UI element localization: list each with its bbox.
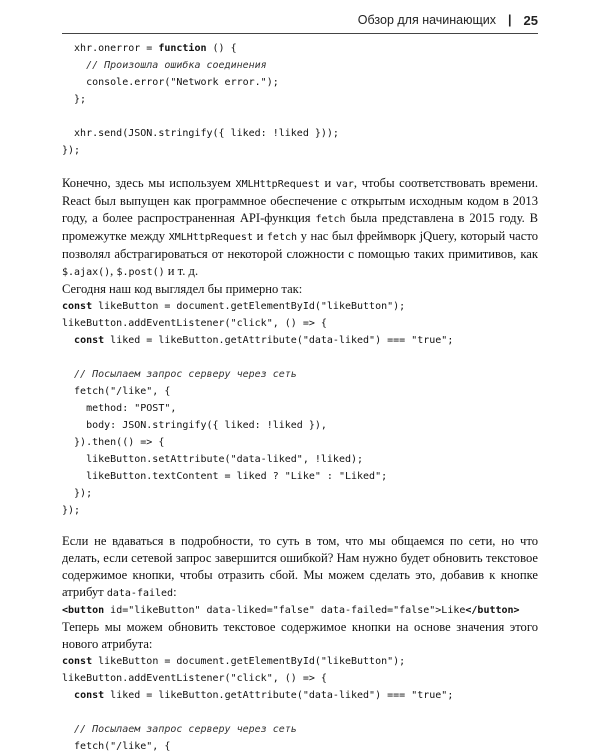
- code-block-fetch-repeat: const likeButton = document.getElementById("likeButton"); likeButton.addEventListener("click", () => { const liked = likeButton.getAttribute("data-liked") === "true"; // Посылаем запрос серверу через сеть fetch("/like", {: [62, 656, 454, 752]
- inline-code: fetch: [315, 214, 346, 225]
- code-comment: // Посылаем запрос серверу через сеть: [62, 369, 297, 380]
- paragraph-failure: Если не вдаваться в подробности, то суть в том, что мы общаемся по сети, но что делать, если сетевой запрос завершится ошибкой? Нам нужно будет обновить текстовое содержимое кнопки, чтобы отразить сбой. Мы можем сделать это, добавив к кнопке атрибут data-failed:: [62, 534, 538, 599]
- code-line-button-markup: <button id="likeButton" data-liked="false" data-failed="false">Like</button>: [62, 605, 520, 616]
- code-block-fetch: const likeButton = document.getElementById("likeButton"); likeButton.addEventListener("click", () => { const liked = likeButton.getAttribute("data-liked") === "true"; // Посылаем запрос серверу через сеть fetch("/like", { method: "POST", body: JSON.stringify({ liked: !liked }), }).then(() => { likeButton.setAttribute("data-liked", !liked); likeButton.textContent = liked ? "Like" : "Liked"; }); });: [62, 301, 454, 516]
- header-separator: |: [508, 13, 512, 27]
- paragraph-history: Конечно, здесь мы используем XMLHttpRequest и var, чтобы соответствовать времени. React был выпущен как программное обеспечение с открытым исходным кодом в 2013 году, а более распространенная API-функция fetch была представлена в 2015 году. В промежутке между XMLHttpRequest и fetch у нас был фреймворк jQuery, который часто позволял абстрагироваться от некоторой сложности с помощью таких примитивов, как $.ajax(), $.post() и т. д.: [62, 176, 538, 278]
- code-comment: // Произошла ошибка соединения: [62, 60, 267, 71]
- inline-code: XMLHttpRequest: [235, 179, 320, 190]
- header-rule: [62, 33, 538, 34]
- inline-code: $.ajax(): [62, 267, 111, 278]
- code-comment: // Посылаем запрос серверу через сеть: [62, 724, 297, 735]
- section-title: Обзор для начинающих: [357, 13, 497, 27]
- page-content: [62, 40, 538, 755]
- page-number: 25: [523, 12, 538, 28]
- paragraph-today: Сегодня наш код выглядел бы примерно так:: [62, 282, 303, 296]
- paragraph-update: Теперь мы можем обновить текстовое содержимое кнопки на основе значения этого нового атрибута:: [62, 620, 538, 651]
- running-header: [358, 10, 538, 30]
- inline-code: $.post(): [116, 267, 165, 278]
- inline-code: XMLHttpRequest: [168, 232, 253, 243]
- inline-code: var: [335, 179, 354, 190]
- inline-code: data-failed: [106, 588, 174, 599]
- code-block-xhr: xhr.onerror = function () { // Произошла ошибка соединения console.error("Network error."); }; xhr.send(JSON.stringify({ liked: !liked })); });: [62, 43, 339, 156]
- inline-code: fetch: [266, 232, 298, 243]
